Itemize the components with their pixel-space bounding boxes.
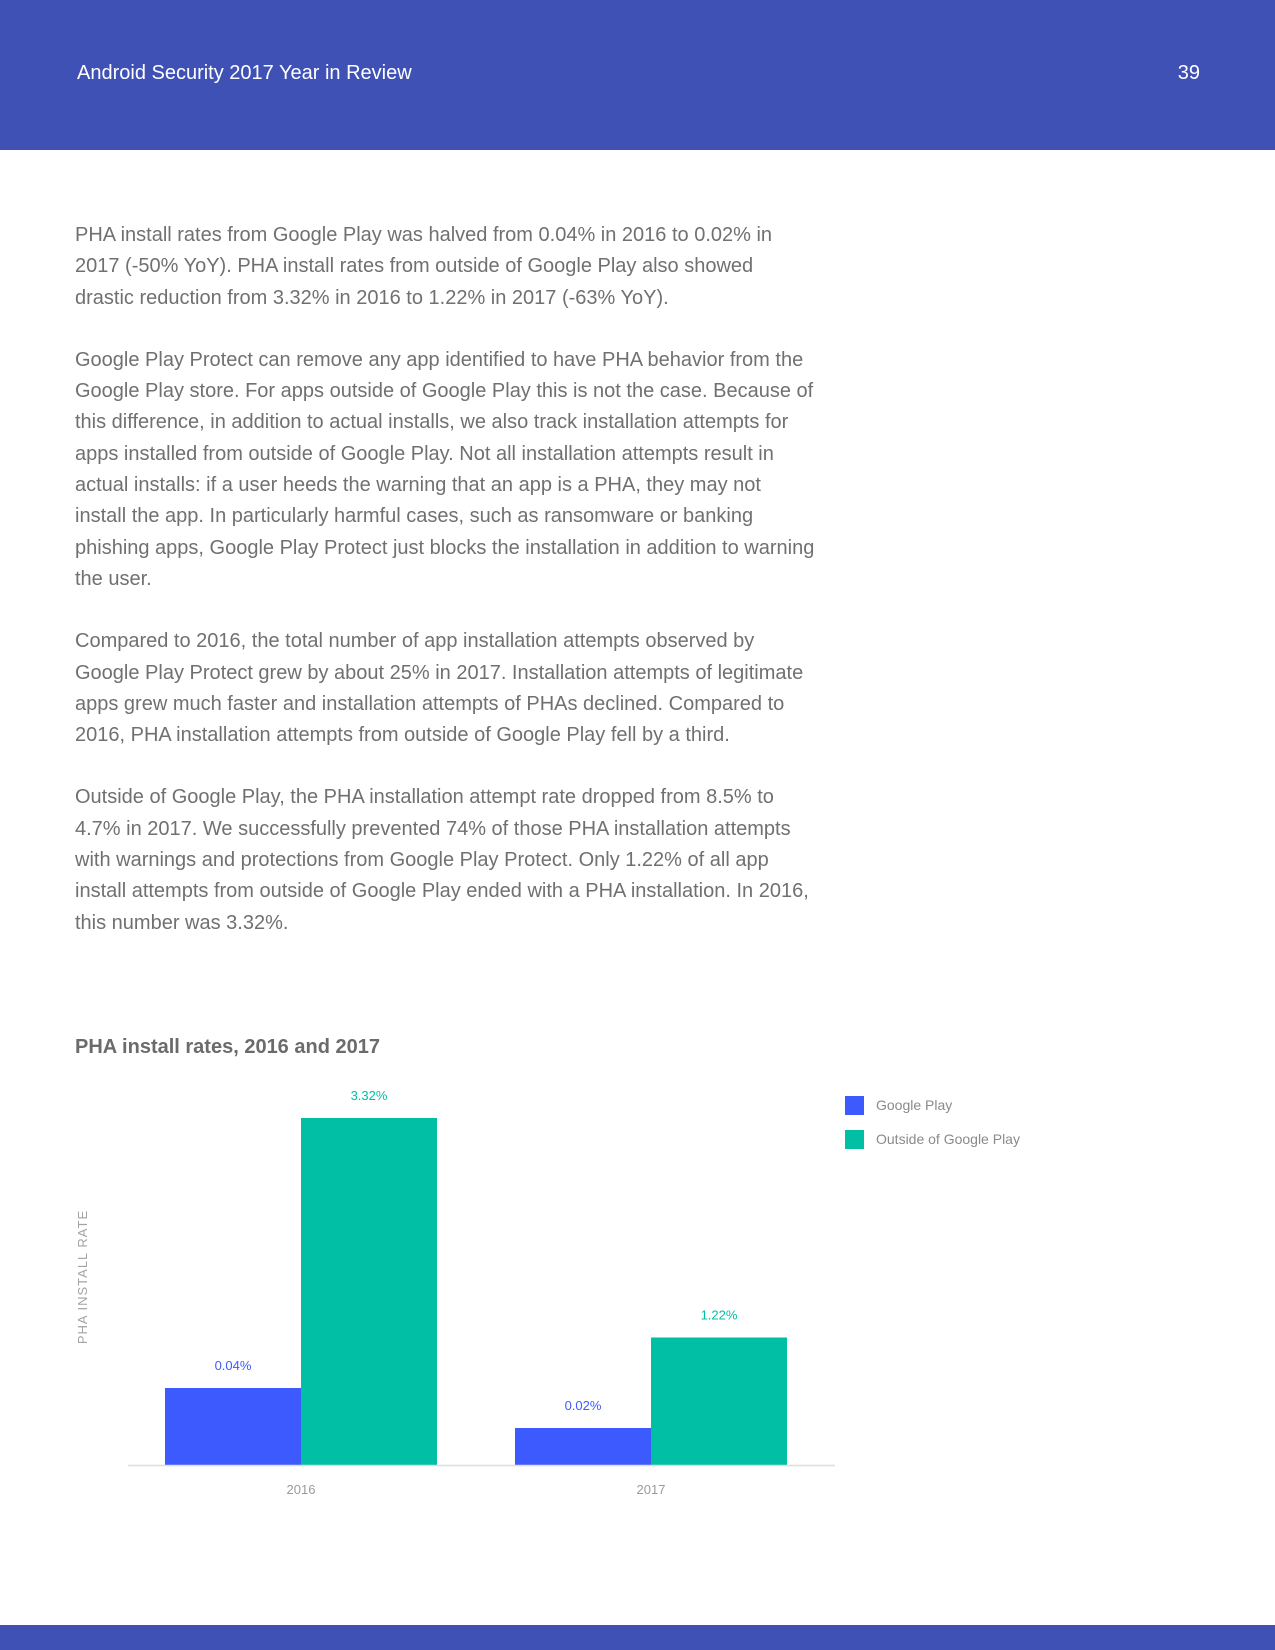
page-footer (0, 1625, 1275, 1650)
chart-title: PHA install rates, 2016 and 2017 (75, 1036, 380, 1058)
bar-google-play-2017 (515, 1428, 651, 1465)
page-number: 39 (1177, 62, 1200, 84)
legend-label-outside-google-play: Outside of Google Play (876, 1131, 1020, 1147)
y-axis-label: PHA INSTALL RATE (75, 1209, 90, 1345)
paragraph-outside-play: Outside of Google Play, the PHA installation attempt rate dropped from 8.5% to 4.7% in 2017. We successfully prevented 74% of those PHA installation attempts with warnings and protections from Google Play Protect. Only 1.22% of all app install attempts from outside of Google Play ended with a PHA installation. In 2016, this number was 3.32%. (75, 786, 809, 934)
legend-item-google-play (845, 1095, 1020, 1115)
data-label-outside-of-google-play-2016: 3.32% (350, 1088, 388, 1103)
legend-swatch-google-play (845, 1096, 864, 1115)
legend-swatch-outside-google-play (845, 1130, 864, 1149)
bar-outside-of-google-play-2017 (651, 1337, 787, 1465)
data-label-google-play-2017: 0.02% (564, 1398, 602, 1413)
data-label-google-play-2016: 0.04% (214, 1358, 252, 1373)
document-title: Android Security 2017 Year in Review (77, 62, 412, 84)
chart-legend (845, 1095, 1020, 1163)
paragraph-installation-attempts: Compared to 2016, the total number of app installation attempts observed by Google Play Protect grew by about 25% in 2017. Installation attempts of legitimate apps grew much faster and installation attempts of PHAs declined. Compared to 2016, PHA installation attempts from outside of Google Play fell by a third. (75, 630, 804, 747)
page-header (0, 0, 1275, 150)
bar-outside-of-google-play-2016 (301, 1118, 437, 1465)
legend-item-outside-google-play (845, 1129, 1020, 1149)
x-tick-label-2016: 2016 (286, 1482, 316, 1497)
paragraph-install-rates: PHA install rates from Google Play was halved from 0.04% in 2016 to 0.02% in 2017 (-50% YoY). PHA install rates from outside of Google Play also showed drastic reduction from 3.32% in 2016 to 1.22% in 2017 (-63% YoY). (75, 224, 773, 309)
legend-label-google-play: Google Play (876, 1097, 953, 1113)
bar-google-play-2016 (165, 1388, 301, 1465)
body-text (75, 220, 815, 970)
data-label-outside-of-google-play-2017: 1.22% (700, 1307, 738, 1323)
x-tick-label-2017: 2017 (636, 1482, 666, 1497)
paragraph-play-protect: Google Play Protect can remove any app identified to have PHA behavior from the Google Play store. For apps outside of Google Play this is not the case. Because of this difference, in addition to actual installs, we also track installation attempts for apps installed from outside of Google Play. Not all installation attempts result in actual installs: if a user heeds the warning that an app is a PHA, they may not install the app. In particularly harmful cases, such as ransomware or banking phishing apps, Google Play Protect just blocks the installation in addition to warning the user. (75, 348, 815, 590)
pha-install-rate-chart (60, 1070, 850, 1510)
